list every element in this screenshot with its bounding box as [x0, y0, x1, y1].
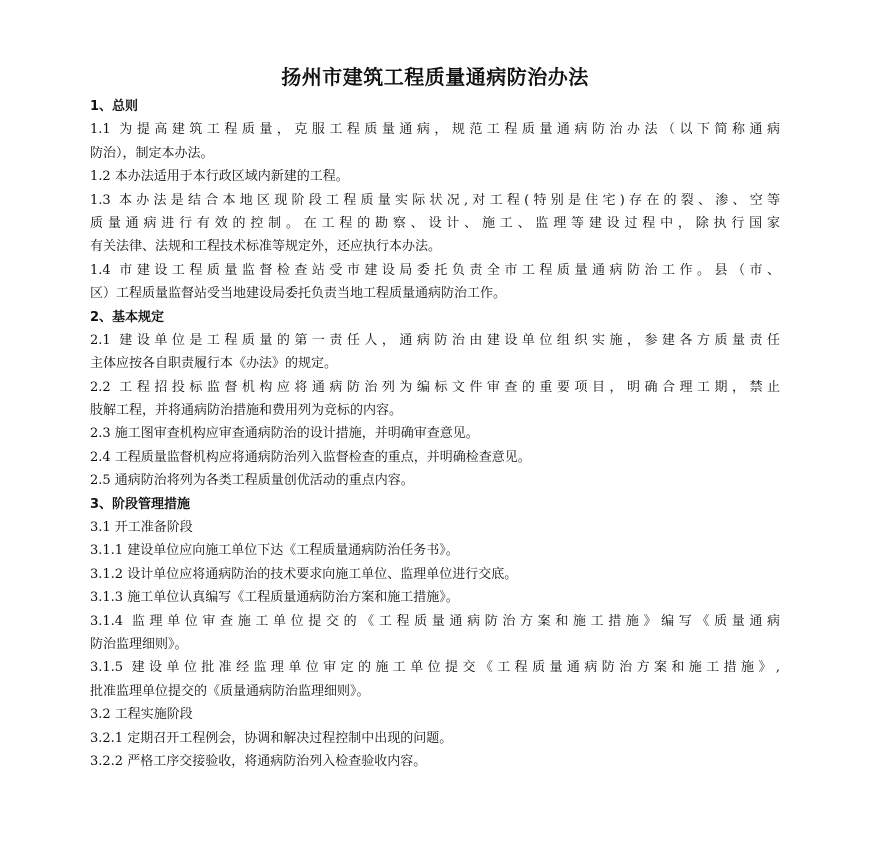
text-line: 3.2.2 严格工序交接验收，将通病防治列入检查验收内容。 — [90, 753, 427, 769]
text-line: 3.1.2 设计单位应将通病防治的技术要求向施工单位、监理单位进行交底。 — [90, 566, 518, 582]
text-line: 3.2.1 定期召开工程例会，协调和解决过程控制中出现的问题。 — [90, 730, 453, 746]
text-line: 质量通病进行有效的控制。在工程的勘察、设计、施工、监理等建设过程中，除执行国家 — [90, 215, 780, 231]
document-title: 扬州市建筑工程质量通病防治办法 — [281, 65, 589, 89]
text-line: 2.2 工程招投标监督机构应将通病防治列为编标文件审查的重要项目，明确合理工期，禁止 — [90, 379, 780, 395]
text-line: 2.3 施工图审查机构应审查通病防治的设计措施，并明确审查意见。 — [90, 426, 479, 442]
text-line: 防治监理细则》。 — [90, 636, 188, 652]
text-line: 3.1.5 建设单位批准经监理单位审定的施工单位提交《工程质量通病防治方案和施工措施》, — [90, 660, 780, 676]
section-heading: 2、基本规定 — [90, 309, 165, 325]
text-line: 1.4 市建设工程质量监督检查站受市建设局委托负责全市工程质量通病防治工作。县（市、 — [90, 262, 780, 278]
text-line: 有关法律、法规和工程技术标准等规定外，还应执行本办法。 — [90, 239, 442, 255]
text-line: 2.5 通病防治将列为各类工程质量创优活动的重点内容。 — [90, 473, 414, 489]
text-line: 主体应按各自职责履行本《办法》的规定。 — [90, 356, 338, 372]
document-body — [90, 95, 780, 773]
text-line: 2.1 建设单位是工程质量的第一责任人，通病防治由建设单位组织实施，参建各方质量责任 — [90, 332, 780, 348]
text-line: 1.3 本办法是结合本地区现阶段工程质量实际状况,对工程(特别是住宅)存在的裂、渗、空等 — [90, 192, 780, 208]
text-line: 3.2 工程实施阶段 — [90, 707, 193, 723]
text-line: 3.1.1 建设单位应向施工单位下达《工程质量通病防治任务书》。 — [90, 543, 459, 559]
text-line: 区）工程质量监督站受当地建设局委托负责当地工程质量通病防治工作。 — [90, 286, 507, 302]
section-heading: 1、总则 — [90, 99, 139, 114]
text-line: 3.1.4 监理单位审查施工单位提交的《工程质量通病防治方案和施工措施》编写《质量通病 — [90, 613, 780, 629]
text-line: 1.1 为提高建筑工程质量，克服工程质量通病，规范工程质量通病防治办法（以下简称通病 — [90, 122, 780, 138]
text-line: 防治），制定本办法。 — [90, 145, 214, 161]
text-line: 批准监理单位提交的《质量通病防治监理细则》。 — [90, 683, 370, 699]
text-line: 肢解工程，并将通病防治措施和费用列为竞标的内容。 — [90, 403, 403, 419]
text-line: 1.2 本办法适用于本行政区域内新建的工程。 — [90, 169, 349, 185]
text-line: 2.4 工程质量监督机构应将通病防治列入监督检查的重点，并明确检查意见。 — [90, 449, 531, 465]
text-line: 3.1 开工准备阶段 — [90, 520, 193, 536]
text-line: 3.1.3 施工单位认真编写《工程质量通病防治方案和施工措施》。 — [90, 590, 459, 606]
section-heading: 3、阶段管理措施 — [90, 496, 191, 512]
